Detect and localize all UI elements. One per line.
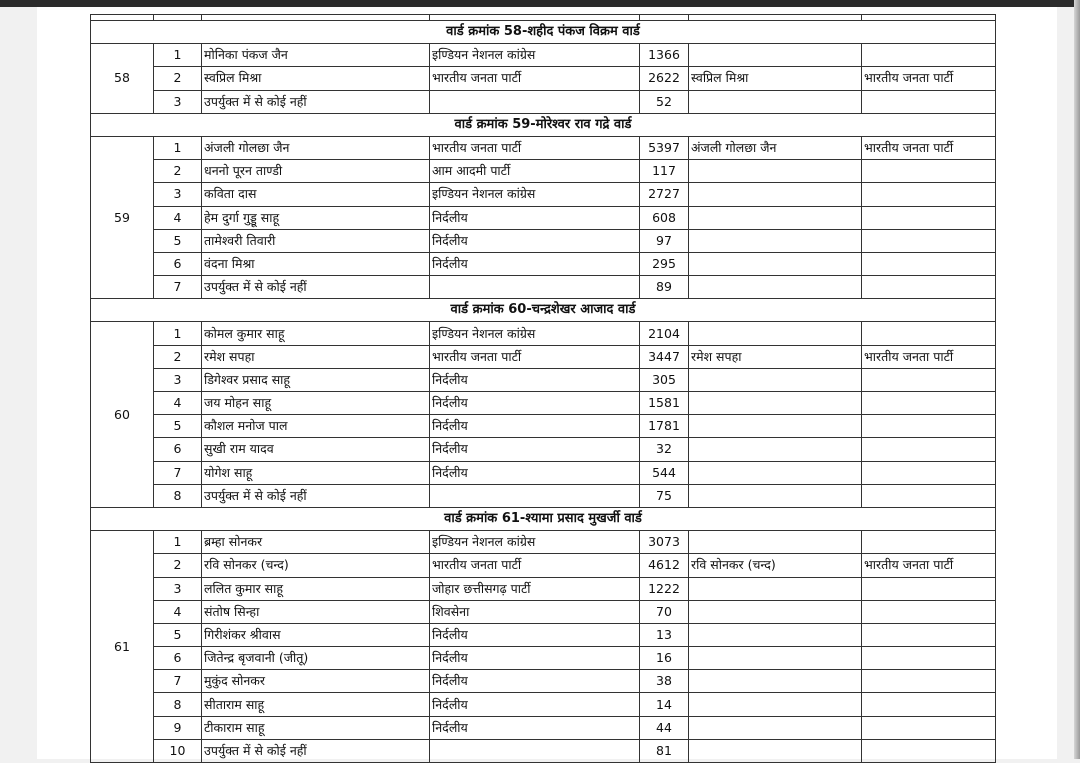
votes-count: 1781 xyxy=(640,415,689,438)
ward-title: वार्ड क्रमांक 61-श्यामा प्रसाद मुखर्जी वार्ड xyxy=(91,507,996,530)
ward-title: वार्ड क्रमांक 60-चन्द्रशेखर आजाद वार्ड xyxy=(91,299,996,322)
candidate-party: निर्दलीय xyxy=(430,438,640,461)
serial-number: 8 xyxy=(154,484,202,507)
winner-name xyxy=(689,531,862,554)
candidate-party: निर्दलीय xyxy=(430,415,640,438)
candidate-name: धननो पूरन ताण्डी xyxy=(202,160,430,183)
candidate-name: मोनिका पंकज जैन xyxy=(202,44,430,67)
winner-party: भारतीय जनता पार्टी xyxy=(862,67,996,90)
candidate-row xyxy=(91,716,996,739)
votes-count: 2104 xyxy=(640,322,689,345)
winner-name xyxy=(689,252,862,275)
winner-party xyxy=(862,322,996,345)
candidate-party xyxy=(430,90,640,113)
candidate-row xyxy=(91,577,996,600)
serial-number: 4 xyxy=(154,206,202,229)
candidate-name: मुकुंद सोनकर xyxy=(202,670,430,693)
winner-party xyxy=(862,461,996,484)
winner-name xyxy=(689,415,862,438)
candidate-row xyxy=(91,206,996,229)
winner-party xyxy=(862,670,996,693)
winner-party: भारतीय जनता पार्टी xyxy=(862,554,996,577)
winner-party xyxy=(862,577,996,600)
candidate-party: निर्दलीय xyxy=(430,368,640,391)
ward-title: वार्ड क्रमांक 59-मोरेश्वर राव गद्रे वार्ड xyxy=(91,113,996,136)
candidate-party: इण्डियन नेशनल कांग्रेस xyxy=(430,44,640,67)
votes-count: 305 xyxy=(640,368,689,391)
candidate-party: निर्दलीय xyxy=(430,716,640,739)
votes-count: 544 xyxy=(640,461,689,484)
serial-number: 9 xyxy=(154,716,202,739)
winner-name: रवि सोनकर (चन्द) xyxy=(689,554,862,577)
winner-name xyxy=(689,392,862,415)
viewer-scrollbar[interactable] xyxy=(1074,0,1080,759)
winner-party: भारतीय जनता पार्टी xyxy=(862,136,996,159)
serial-number: 2 xyxy=(154,67,202,90)
winner-name: स्वप्रिल मिश्रा xyxy=(689,67,862,90)
candidate-name: डिगेश्वर प्रसाद साहू xyxy=(202,368,430,391)
candidate-name: योगेश साहू xyxy=(202,461,430,484)
candidate-party: जोहार छत्तीसगढ़ पार्टी xyxy=(430,577,640,600)
winner-name xyxy=(689,739,862,762)
candidate-name: ब्रम्हा सोनकर xyxy=(202,531,430,554)
winner-party xyxy=(862,415,996,438)
serial-number: 7 xyxy=(154,276,202,299)
votes-count: 38 xyxy=(640,670,689,693)
winner-name: रमेश सपहा xyxy=(689,345,862,368)
winner-name xyxy=(689,276,862,299)
winner-party: भारतीय जनता पार्टी xyxy=(862,345,996,368)
votes-count: 32 xyxy=(640,438,689,461)
winner-party xyxy=(862,160,996,183)
votes-count: 295 xyxy=(640,252,689,275)
candidate-name: कौशल मनोज पाल xyxy=(202,415,430,438)
votes-count: 117 xyxy=(640,160,689,183)
serial-number: 7 xyxy=(154,670,202,693)
candidate-row xyxy=(91,183,996,206)
candidate-party xyxy=(430,484,640,507)
candidate-name: रवि सोनकर (चन्द) xyxy=(202,554,430,577)
serial-number: 3 xyxy=(154,368,202,391)
ward-number: 59 xyxy=(91,136,154,298)
candidate-name: अंजली गोलछा जैन xyxy=(202,136,430,159)
winner-party xyxy=(862,44,996,67)
ward-number: 58 xyxy=(91,44,154,114)
candidate-row xyxy=(91,90,996,113)
votes-count: 89 xyxy=(640,276,689,299)
winner-party xyxy=(862,693,996,716)
candidate-row xyxy=(91,531,996,554)
candidate-name: गिरीशंकर श्रीवास xyxy=(202,623,430,646)
winner-party xyxy=(862,252,996,275)
candidate-name: उपर्युक्त में से कोई नहीं xyxy=(202,276,430,299)
winner-name: अंजली गोलछा जैन xyxy=(689,136,862,159)
votes-count: 13 xyxy=(640,623,689,646)
candidate-name: रमेश सपहा xyxy=(202,345,430,368)
serial-number: 10 xyxy=(154,739,202,762)
votes-count: 81 xyxy=(640,739,689,762)
candidate-name: सुखी राम यादव xyxy=(202,438,430,461)
serial-number: 2 xyxy=(154,160,202,183)
winner-party xyxy=(862,484,996,507)
winner-name xyxy=(689,206,862,229)
winner-party xyxy=(862,623,996,646)
candidate-row xyxy=(91,345,996,368)
candidate-party: निर्दलीय xyxy=(430,392,640,415)
winner-party xyxy=(862,90,996,113)
winner-party xyxy=(862,206,996,229)
candidate-party: निर्दलीय xyxy=(430,229,640,252)
candidate-name: ललित कुमार साहू xyxy=(202,577,430,600)
candidate-row xyxy=(91,438,996,461)
votes-count: 75 xyxy=(640,484,689,507)
candidate-party: निर्दलीय xyxy=(430,623,640,646)
candidate-row xyxy=(91,229,996,252)
winner-name xyxy=(689,623,862,646)
winner-party xyxy=(862,276,996,299)
candidate-party: भारतीय जनता पार्टी xyxy=(430,136,640,159)
candidate-name: वंदना मिश्रा xyxy=(202,252,430,275)
votes-count: 44 xyxy=(640,716,689,739)
ward-number: 60 xyxy=(91,322,154,508)
candidate-name: स्वप्रिल मिश्रा xyxy=(202,67,430,90)
winner-name xyxy=(689,647,862,670)
winner-name xyxy=(689,577,862,600)
candidate-party: भारतीय जनता पार्टी xyxy=(430,554,640,577)
votes-count: 1581 xyxy=(640,392,689,415)
candidate-row xyxy=(91,136,996,159)
votes-count: 52 xyxy=(640,90,689,113)
winner-name xyxy=(689,90,862,113)
candidate-row xyxy=(91,67,996,90)
candidate-row xyxy=(91,623,996,646)
candidate-row xyxy=(91,322,996,345)
candidate-name: जय मोहन साहू xyxy=(202,392,430,415)
serial-number: 4 xyxy=(154,392,202,415)
votes-count: 2727 xyxy=(640,183,689,206)
candidate-party: शिवसेना xyxy=(430,600,640,623)
candidate-party xyxy=(430,739,640,762)
winner-name xyxy=(689,44,862,67)
votes-count: 3073 xyxy=(640,531,689,554)
candidate-name: कोमल कुमार साहू xyxy=(202,322,430,345)
serial-number: 1 xyxy=(154,44,202,67)
winner-party xyxy=(862,647,996,670)
serial-number: 5 xyxy=(154,415,202,438)
viewer-top-bar xyxy=(0,0,1080,7)
serial-number: 5 xyxy=(154,229,202,252)
serial-number: 6 xyxy=(154,252,202,275)
candidate-party: भारतीय जनता पार्टी xyxy=(430,345,640,368)
candidate-name: हेम दुर्गा गुड्डू साहू xyxy=(202,206,430,229)
serial-number: 3 xyxy=(154,90,202,113)
ward-header-row xyxy=(91,113,996,136)
winner-name xyxy=(689,600,862,623)
candidate-party: निर्दलीय xyxy=(430,252,640,275)
votes-count: 3447 xyxy=(640,345,689,368)
winner-name xyxy=(689,160,862,183)
winner-party xyxy=(862,438,996,461)
votes-count: 97 xyxy=(640,229,689,252)
candidate-party: निर्दलीय xyxy=(430,670,640,693)
candidate-row xyxy=(91,461,996,484)
candidate-party: निर्दलीय xyxy=(430,461,640,484)
ward-title: वार्ड क्रमांक 58-शहीद पंकज विक्रम वार्ड xyxy=(91,21,996,44)
serial-number: 6 xyxy=(154,647,202,670)
candidate-row xyxy=(91,670,996,693)
candidate-party: इण्डियन नेशनल कांग्रेस xyxy=(430,322,640,345)
winner-party xyxy=(862,716,996,739)
candidate-row xyxy=(91,252,996,275)
candidate-party: निर्दलीय xyxy=(430,206,640,229)
candidate-name: तामेश्वरी तिवारी xyxy=(202,229,430,252)
votes-count: 608 xyxy=(640,206,689,229)
serial-number: 3 xyxy=(154,183,202,206)
votes-count: 70 xyxy=(640,600,689,623)
candidate-party: भारतीय जनता पार्टी xyxy=(430,67,640,90)
candidate-row xyxy=(91,554,996,577)
candidate-row xyxy=(91,392,996,415)
candidate-party: इण्डियन नेशनल कांग्रेस xyxy=(430,183,640,206)
serial-number: 5 xyxy=(154,623,202,646)
ward-header-row xyxy=(91,507,996,530)
winner-party xyxy=(862,183,996,206)
winner-party xyxy=(862,392,996,415)
candidate-name: टीकाराम साहू xyxy=(202,716,430,739)
election-results-table xyxy=(90,14,996,763)
winner-party xyxy=(862,739,996,762)
candidate-party: इण्डियन नेशनल कांग्रेस xyxy=(430,531,640,554)
winner-name xyxy=(689,368,862,391)
candidate-party: निर्दलीय xyxy=(430,693,640,716)
serial-number: 7 xyxy=(154,461,202,484)
candidate-row xyxy=(91,276,996,299)
candidate-name: कविता दास xyxy=(202,183,430,206)
candidate-row xyxy=(91,484,996,507)
serial-number: 6 xyxy=(154,438,202,461)
candidate-row xyxy=(91,600,996,623)
winner-party xyxy=(862,368,996,391)
winner-name xyxy=(689,461,862,484)
votes-count: 4612 xyxy=(640,554,689,577)
candidate-name: उपर्युक्त में से कोई नहीं xyxy=(202,739,430,762)
winner-name xyxy=(689,183,862,206)
winner-party xyxy=(862,600,996,623)
candidate-row xyxy=(91,415,996,438)
candidate-name: उपर्युक्त में से कोई नहीं xyxy=(202,484,430,507)
serial-number: 8 xyxy=(154,693,202,716)
winner-party xyxy=(862,229,996,252)
serial-number: 1 xyxy=(154,136,202,159)
winner-name xyxy=(689,484,862,507)
votes-count: 1222 xyxy=(640,577,689,600)
document-page xyxy=(37,7,1057,759)
candidate-name: संतोष सिन्हा xyxy=(202,600,430,623)
serial-number: 2 xyxy=(154,345,202,368)
candidate-name: सीताराम साहू xyxy=(202,693,430,716)
winner-name xyxy=(689,322,862,345)
serial-number: 1 xyxy=(154,322,202,345)
ward-header-row xyxy=(91,299,996,322)
candidate-row xyxy=(91,647,996,670)
serial-number: 4 xyxy=(154,600,202,623)
ward-header-row xyxy=(91,21,996,44)
votes-count: 2622 xyxy=(640,67,689,90)
votes-count: 16 xyxy=(640,647,689,670)
candidate-party: निर्दलीय xyxy=(430,647,640,670)
votes-count: 1366 xyxy=(640,44,689,67)
votes-count: 5397 xyxy=(640,136,689,159)
winner-name xyxy=(689,229,862,252)
winner-party xyxy=(862,531,996,554)
serial-number: 1 xyxy=(154,531,202,554)
candidate-party xyxy=(430,276,640,299)
candidate-party: आम आदमी पार्टी xyxy=(430,160,640,183)
ward-number: 61 xyxy=(91,531,154,763)
winner-name xyxy=(689,693,862,716)
candidate-row xyxy=(91,739,996,762)
candidate-name: उपर्युक्त में से कोई नहीं xyxy=(202,90,430,113)
votes-count: 14 xyxy=(640,693,689,716)
candidate-row xyxy=(91,693,996,716)
candidate-name: जितेन्द्र बृजवानी (जीतू) xyxy=(202,647,430,670)
winner-name xyxy=(689,670,862,693)
serial-number: 2 xyxy=(154,554,202,577)
candidate-row xyxy=(91,368,996,391)
candidate-row xyxy=(91,44,996,67)
serial-number: 3 xyxy=(154,577,202,600)
winner-name xyxy=(689,716,862,739)
candidate-row xyxy=(91,160,996,183)
winner-name xyxy=(689,438,862,461)
